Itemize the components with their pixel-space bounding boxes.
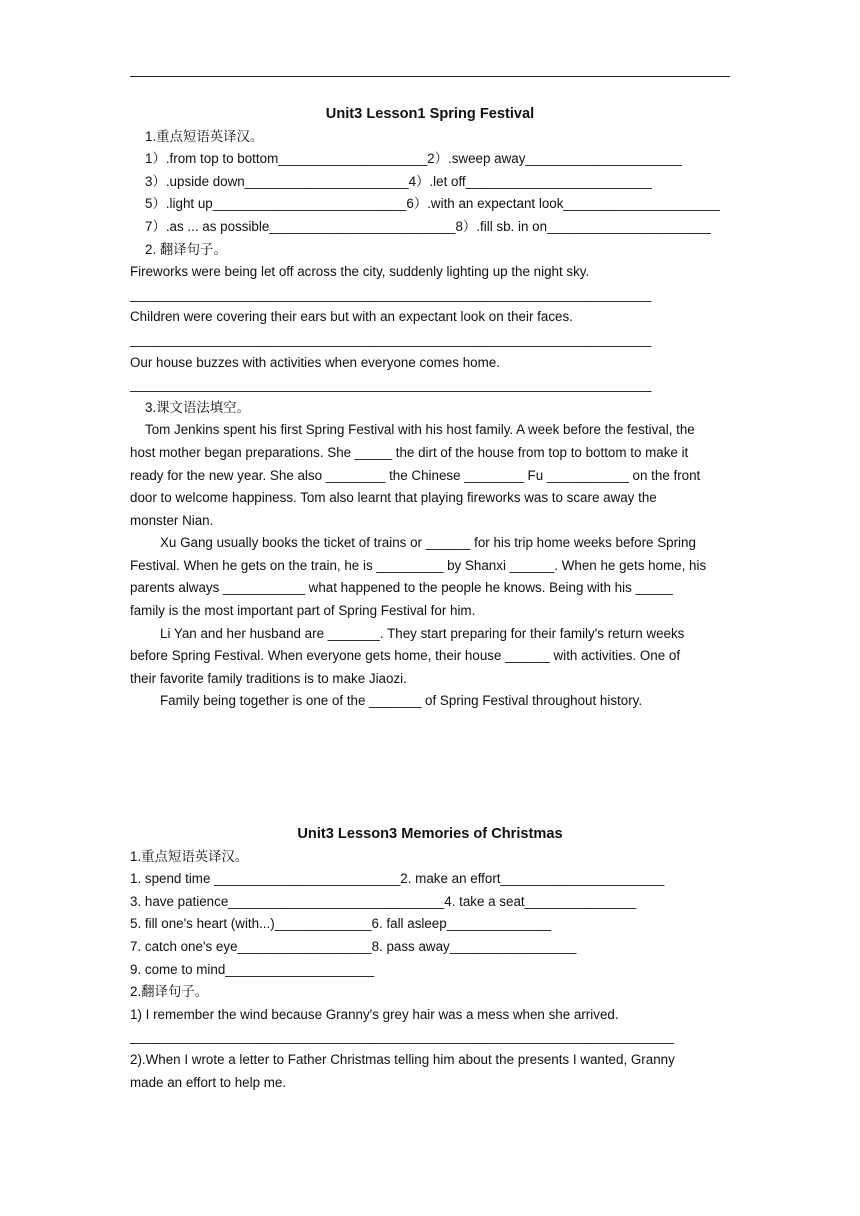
section1-phrase-line: 3）.upside down______________________4）.let off_________________________ xyxy=(145,173,652,189)
section1-answer-line: ______________________________________________________________________ xyxy=(130,331,652,347)
section2-phrase-line: 3. have patience_____________________________4. take a seat_______________ xyxy=(130,893,637,909)
section2-phrase-line: 7. catch one's eye__________________8. pass away_________________ xyxy=(130,939,577,954)
section1-sentence: Our house buzzes with activities when everyone comes home. xyxy=(130,354,500,370)
cloze-line: Xu Gang usually books the ticket of trains or ______ for his trip home weeks before Spring xyxy=(160,535,696,551)
section1-phrase-line: 1）.from top to bottom____________________2）.sweep away_____________________ xyxy=(145,151,682,167)
cloze-line: parents always ___________ what happened to the people he knows. Being with his _____ xyxy=(130,580,673,596)
section2-phrase-line: 1. spend time _________________________2. make an effort______________________ xyxy=(130,871,665,887)
section1-phrase-line: 5）.light up__________________________6）.with an expectant look_____________________ xyxy=(145,196,720,212)
section1-title: Unit3 Lesson1 Spring Festival xyxy=(325,106,535,122)
cloze-line: Li Yan and her husband are _______. They start preparing for their family's return weeks xyxy=(160,625,685,641)
section2-answer-line: _________________________________________________________________________ xyxy=(130,1029,674,1045)
cloze-line: Tom Jenkins spent his first Spring Festival with his host family. A week before the festival, the xyxy=(145,422,695,438)
section2-sentence: 1) I remember the wind because Granny's grey hair was a mess when she arrived. xyxy=(130,1006,619,1022)
section1-answer-line: ______________________________________________________________________ xyxy=(130,286,652,302)
cloze-line: ready for the new year. She also ________ the Chinese ________ Fu ___________ on the front xyxy=(130,467,701,483)
section1-phrase-line: 7）.as ... as possible_________________________8）.fill sb. in on______________________ xyxy=(145,218,711,234)
section2-sentence-continued: made an effort to help me. xyxy=(130,1074,287,1090)
section2-sentences-heading: 2.翻译句子。 xyxy=(130,984,209,1000)
cloze-line: host mother began preparations. She _____ the dirt of the house from top to bottom to make it xyxy=(130,444,689,460)
cloze-line: Family being together is one of the _______ of Spring Festival throughout history. xyxy=(160,693,643,709)
section2-sentence: 2).When I wrote a letter to Father Christmas telling him about the presents I wanted, Granny xyxy=(130,1051,675,1067)
section1-sentences-heading: 2. 翻译句子。 xyxy=(145,241,227,257)
header-rule xyxy=(130,76,730,77)
section1-grammar-heading: 3.课文语法填空。 xyxy=(145,399,250,415)
section1-sentence: Children were covering their ears but with an expectant look on their faces. xyxy=(130,309,573,325)
cloze-line: door to welcome happiness. Tom also learnt that playing fireworks was to scare away the xyxy=(130,490,657,506)
cloze-line: before Spring Festival. When everyone gets home, their house ______ with activities. One of xyxy=(130,648,681,664)
section2-phrase-line: 9. come to mind____________________ xyxy=(130,961,375,977)
section1-answer-line: ______________________________________________________________________ xyxy=(130,377,652,393)
cloze-line: their favorite family traditions is to make Jiaozi. xyxy=(130,670,407,686)
cloze-line: Festival. When he gets on the train, he is _________ by Shanxi ______. When he gets home, his xyxy=(130,557,707,573)
section1-phrases-heading: 1.重点短语英译汉。 xyxy=(145,128,264,144)
section2-phrase-line: 5. fill one's heart (with...)_____________6. fall asleep______________ xyxy=(130,916,551,932)
section2-title: Unit3 Lesson3 Memories of Christmas xyxy=(297,826,563,843)
section-gap xyxy=(130,713,730,823)
cloze-line: family is the most important part of Spring Festival for him. xyxy=(130,603,476,619)
section2-phrases-heading: 1.重点短语英译汉。 xyxy=(130,848,249,864)
cloze-line: monster Nian. xyxy=(130,512,214,528)
worksheet-content xyxy=(130,103,730,1094)
section1-sentence: Fireworks were being let off across the city, suddenly lighting up the night sky. xyxy=(130,264,590,280)
